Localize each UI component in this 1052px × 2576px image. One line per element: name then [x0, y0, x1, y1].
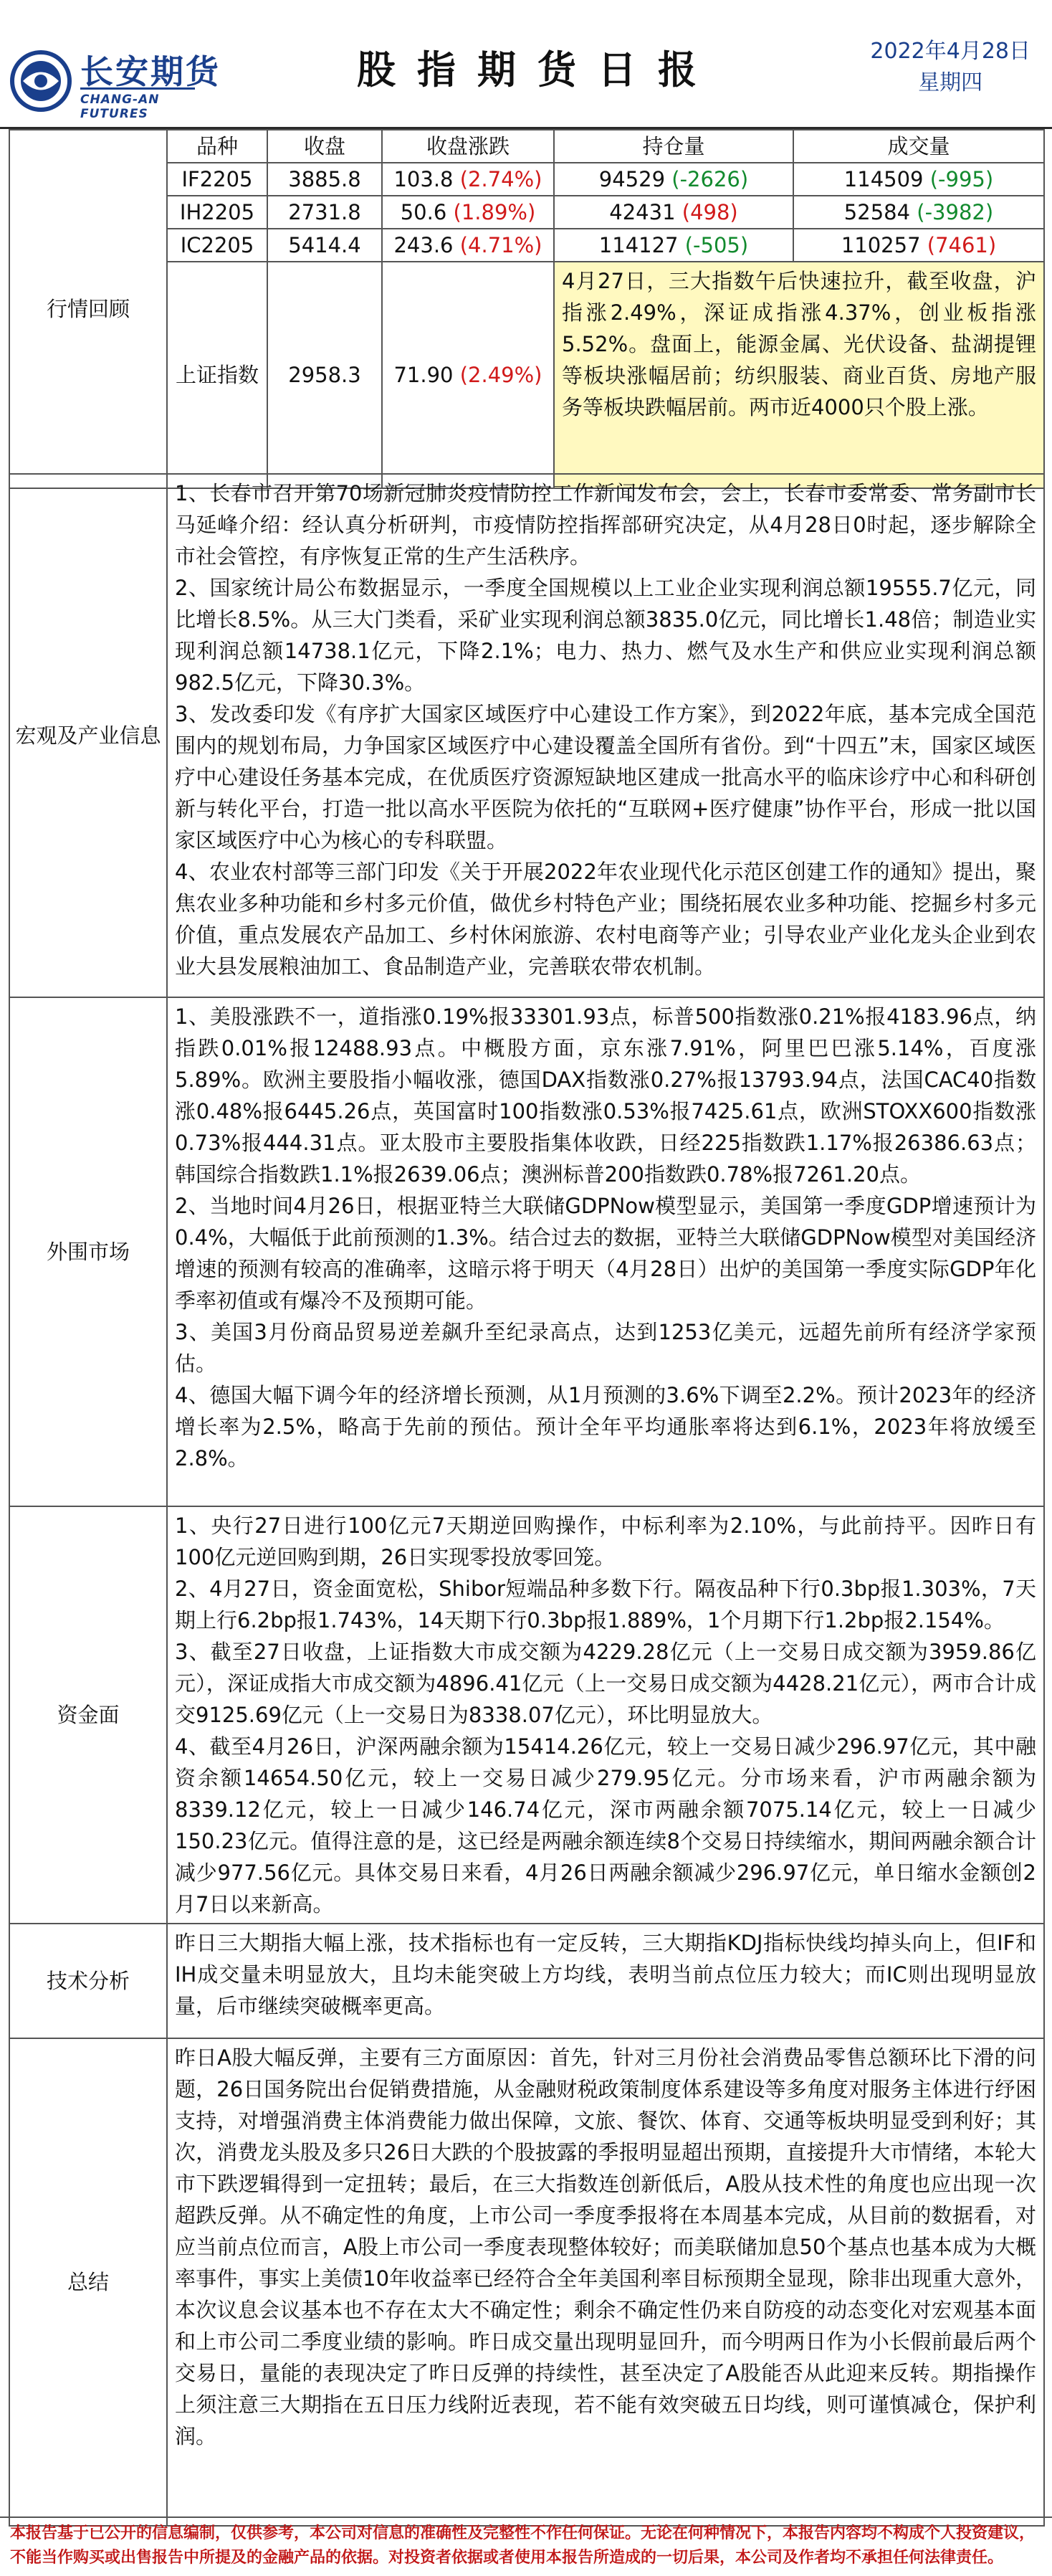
row-close: 3885.8 [267, 163, 382, 196]
oi-value: 114127 [598, 233, 679, 257]
logo-english-name: CHANG-AN FUTURES [80, 87, 195, 121]
index-commentary: 4月27日，三大指数午后快速拉升，截至收盘，沪指涨2.49%，深证成指涨4.37%，创业板指涨5.52%。盘面上，能源金属、光伏设备、盐湖提锂等板块涨幅居前；纺织服装、商业百货、房地产服务等板块跌幅居前。两市近4000只个股上涨。 [554, 262, 1044, 488]
report-date: 2022年4月28日 [870, 39, 1031, 64]
row-volume [793, 196, 1044, 229]
section-summary [9, 2038, 1044, 2526]
paragraph: 3、截至27日收盘，上证指数大市成交额为4229.28亿元（上一交易日成交额为3959.86亿元），深证成指大市成交额为4896.41亿元（上一交易日成交额为4428.21亿元），两市合计成交9125.69亿元（上一交易日为8338.07亿元），环比明显放大。 [175, 1640, 1036, 1727]
row-open-interest [554, 229, 793, 262]
col-header-symbol: 品种 [167, 130, 267, 163]
report-header [0, 0, 1052, 129]
row-change [382, 229, 554, 262]
section-body [167, 474, 1044, 997]
index-close: 2958.3 [267, 262, 382, 488]
col-header-change: 收盘涨跌 [382, 130, 554, 163]
report-date-block [870, 36, 1031, 99]
chang-an-logo-icon [9, 49, 73, 113]
change-percent: (1.89%) [453, 200, 536, 224]
col-header-volume: 成交量 [793, 130, 1044, 163]
change-percent: (4.71%) [459, 233, 542, 257]
index-change-value: 71.90 [393, 363, 454, 387]
company-logo [9, 33, 317, 121]
paragraph: 4、农业农村部等三部门印发《关于开展2022年农业现代化示范区创建工作的通知》提出，聚焦农业多种功能和乡村多元价值，做优乡村特色产业；围绕拓展农业多种功能、挖掘乡村多元价值，重点发展农产品加工、乡村休闲旅游、农村电商等产业；引导农业产业化龙头企业到农业大县发展粮油加工、食品制造产业，完善联农带农机制。 [175, 860, 1036, 979]
row-volume [793, 163, 1044, 196]
index-name: 上证指数 [167, 262, 267, 488]
paragraph: 昨日三大期指大幅上涨，技术指标也有一定反转，三大期指KDJ指标快线均掉头向上，但IF和IH成交量未明显放大，且均未能突破上方均线，表明当前点位压力较大；而IC则出现明显放量，后市继续突破概率更高。 [175, 1931, 1036, 2018]
row-close: 2731.8 [267, 196, 382, 229]
market-review-table [9, 129, 1045, 489]
disclaimer-footer: 本报告基于已公开的信息编制，仅供参考，本公司对信息的准确性及完整性不作任何保证。无论在何种情况下，本报告内容均不构成个人投资建议，不能当作购买或出售报告中所提及的金融产品的依据。对投资者依据或者使用本报告所造成的一切后果，本公司及作者均不承担任何法律责任。 [0, 2516, 1052, 2572]
section-label: 资金面 [9, 1506, 167, 1924]
index-change-percent: (2.49%) [459, 363, 542, 387]
row-symbol: IH2205 [167, 196, 267, 229]
section-body [167, 1506, 1044, 1924]
paragraph: 3、美国3月份商品贸易逆差飙升至纪录高点，达到1253亿美元，远超先前所有经济学家预估。 [175, 1320, 1036, 1376]
oi-change: (-2626) [671, 167, 749, 191]
volume-change: (7461) [927, 233, 997, 257]
volume-value: 114509 [843, 167, 924, 191]
market-header-row [9, 130, 1044, 163]
section-body [167, 2038, 1044, 2526]
paragraph: 1、央行27日进行100亿元7天期逆回购操作，中标利率为2.10%，与此前持平。因昨日有100亿元逆回购到期，26日实现零投放零回笼。 [175, 1513, 1036, 1569]
section-label: 总结 [9, 2038, 167, 2526]
row-volume [793, 229, 1044, 262]
paragraph: 1、长春市召开第70场新冠肺炎疫情防控工作新闻发布会，会上，长春市委常委、常务副市长马延峰介绍：经认真分析研判，市疫情防控指挥部研究决定，从4月28日0时起，逐步解除全市社会管控，有序恢复正常的生产生活秩序。 [175, 481, 1036, 569]
oi-change: (498) [682, 200, 738, 224]
section-body [167, 997, 1044, 1506]
oi-value: 94529 [598, 167, 666, 191]
section-funds [9, 1506, 1044, 1924]
col-header-close: 收盘 [267, 130, 382, 163]
row-close: 5414.4 [267, 229, 382, 262]
volume-change: (-3982) [917, 200, 994, 224]
index-change [382, 262, 554, 488]
volume-change: (-995) [929, 167, 994, 191]
paragraph: 2、4月27日，资金面宽松，Shibor短端品种多数下行。隔夜品种下行0.3bp报1.303%，7天期上行6.2bp报1.743%，14天期下行0.3bp报1.889%，1个月期下行1.2bp报2.154%。 [175, 1577, 1036, 1632]
change-value: 243.6 [393, 233, 454, 257]
paragraph: 1、美股涨跌不一，道指涨0.19%报33301.93点，标普500指数涨0.21%报4183.96点，纳指跌0.01%报12488.93点。中概股方面，京东涨7.91%，阿里巴巴涨5.14%，百度涨5.89%。欧洲主要股指小幅收涨，德国DAX指数涨0.27%报13793.94点，法国CAC40指数涨0.48%报6445.26点，英国富时100指数涨0.53%报7425.61点，欧洲STOXX600指数涨0.73%报444.31点。亚太股市主要股指集体收跌，日经225指数跌1.17%报26386.63点；韩国综合指数跌1.1%报2639.06点；澳洲标普200指数跌0.78%报7261.20点。 [175, 1004, 1036, 1187]
paragraph: 3、发改委印发《有序扩大国家区域医疗中心建设工作方案》，到2022年底，基本完成全国范围内的规划布局，力争国家区域医疗中心建设覆盖全国所有省份。到“十四五”末，国家区域医疗中心建设任务基本完成，在优质医疗资源短缺地区建成一批高水平的临床诊疗中心和科研创新与转化平台，打造一批以高水平医院为依托的“互联网+医疗健康”协作平台，形成一批以国家区域医疗中心为核心的专科联盟。 [175, 702, 1036, 852]
logo-chinese-name: 长安期货 [80, 52, 221, 91]
paragraph: 4、德国大幅下调今年的经济增长预测，从1月预测的3.6%下调至2.2%。预计2023年的经济增长率为2.5%，略高于先前的预估。预计全年平均通胀率将达到6.1%，2023年将放缓至2.8%。 [175, 1383, 1036, 1470]
section-overseas [9, 997, 1044, 1506]
col-header-open-interest: 持仓量 [554, 130, 793, 163]
paragraph: 2、当地时间4月26日，根据亚特兰大联储GDPNow模型显示，美国第一季度GDP增速预计为0.4%，大幅低于此前预测的1.3%。结合过去的数据，亚特兰大联储GDPNow模型对美国经济增速的预测有较高的准确率，这暗示将于明天（4月28日）出炉的美国第一季度实际GDP年化季率初值或有爆冷不及预期可能。 [175, 1194, 1036, 1313]
section-label: 外围市场 [9, 997, 167, 1506]
section-label: 技术分析 [9, 1924, 167, 2038]
change-value: 103.8 [393, 167, 454, 191]
section-macro [9, 474, 1044, 997]
oi-change: (-505) [684, 233, 749, 257]
analysis-table [9, 473, 1045, 2527]
volume-value: 52584 [843, 200, 911, 224]
paragraph: 4、截至4月26日，沪深两融余额为15414.26亿元，较上一交易日减少296.97亿元，其中融资余额14654.50亿元，较上一交易日减少279.95亿元。分市场来看，沪市两融余额为8339.12亿元，较上一日减少146.74亿元，深市两融余额7075.14亿元，较上一日减少150.23亿元。值得注意的是，这已经是两融余额连续8个交易日持续缩水，期间两融余额合计减少977.56亿元。具体交易日来看，4月26日两融余额减少296.97亿元，单日缩水金额创2月7日以来新高。 [175, 1734, 1036, 1916]
row-open-interest [554, 163, 793, 196]
market-section-label: 行情回顾 [9, 130, 167, 488]
section-body [167, 1924, 1044, 2038]
report-title: 股指期货日报 [357, 47, 718, 92]
oi-value: 42431 [609, 200, 676, 224]
section-technical [9, 1924, 1044, 2038]
row-change [382, 163, 554, 196]
paragraph: 昨日A股大幅反弹，主要有三方面原因：首先，针对三月份社会消费品零售总额环比下滑的问题，26日国务院出台促销费措施，从金融财税政策制度体系建设等多角度对服务主体进行纾困支持，对增强消费主体消费能力做出保障，文旅、餐饮、体育、交通等板块明显受到利好；其次，消费龙头股及多只26日大跌的个股披露的季报明显超出预期，直接提升大市情绪，本轮大市下跌逻辑得到一定扭转；最后，在三大指数连创新低后，A股从技术性的角度也应出现一次超跌反弹。从不确定性的角度，上市公司一季度季报将在本周基本完成，从目前的数据看，对应当前点位而言，A股上市公司一季度表现整体较好；而美联储加息50个基点也基本成为大概率事件，事实上美债10年收益率已经符合全年美国利率目标预期全显现，除非出现重大意外，本次议息会议基本也不存在太大不确定性；剩余不确定性仍来自防疫的动态变化对宏观基本面和上市公司二季度业绩的影响。昨日成交量出现明显回升，而今明两日作为小长假前最后两个交易日，量能的表现决定了昨日反弹的持续性，甚至决定了A股能否从此迎来反转。期指操作上须注意三大期指在五日压力线附近表现，若不能有效突破五日均线，则可谨慎减仓，保护利润。 [175, 2045, 1036, 2448]
change-percent: (2.74%) [459, 167, 542, 191]
row-open-interest [554, 196, 793, 229]
row-change [382, 196, 554, 229]
change-value: 50.6 [400, 200, 447, 224]
row-symbol: IC2205 [167, 229, 267, 262]
row-symbol: IF2205 [167, 163, 267, 196]
report-weekday: 星期四 [918, 70, 983, 95]
paragraph: 2、国家统计局公布数据显示，一季度全国规模以上工业企业实现利润总额19555.7亿元，同比增长8.5%。从三大门类看，采矿业实现利润总额3835.0亿元，同比增长1.48倍；制造业实现利润总额14738.1亿元，下降2.1%；电力、热力、燃气及水生产和供应业实现利润总额982.5亿元，下降30.3%。 [175, 576, 1036, 695]
volume-value: 110257 [841, 233, 921, 257]
section-label: 宏观及产业信息 [9, 474, 167, 997]
